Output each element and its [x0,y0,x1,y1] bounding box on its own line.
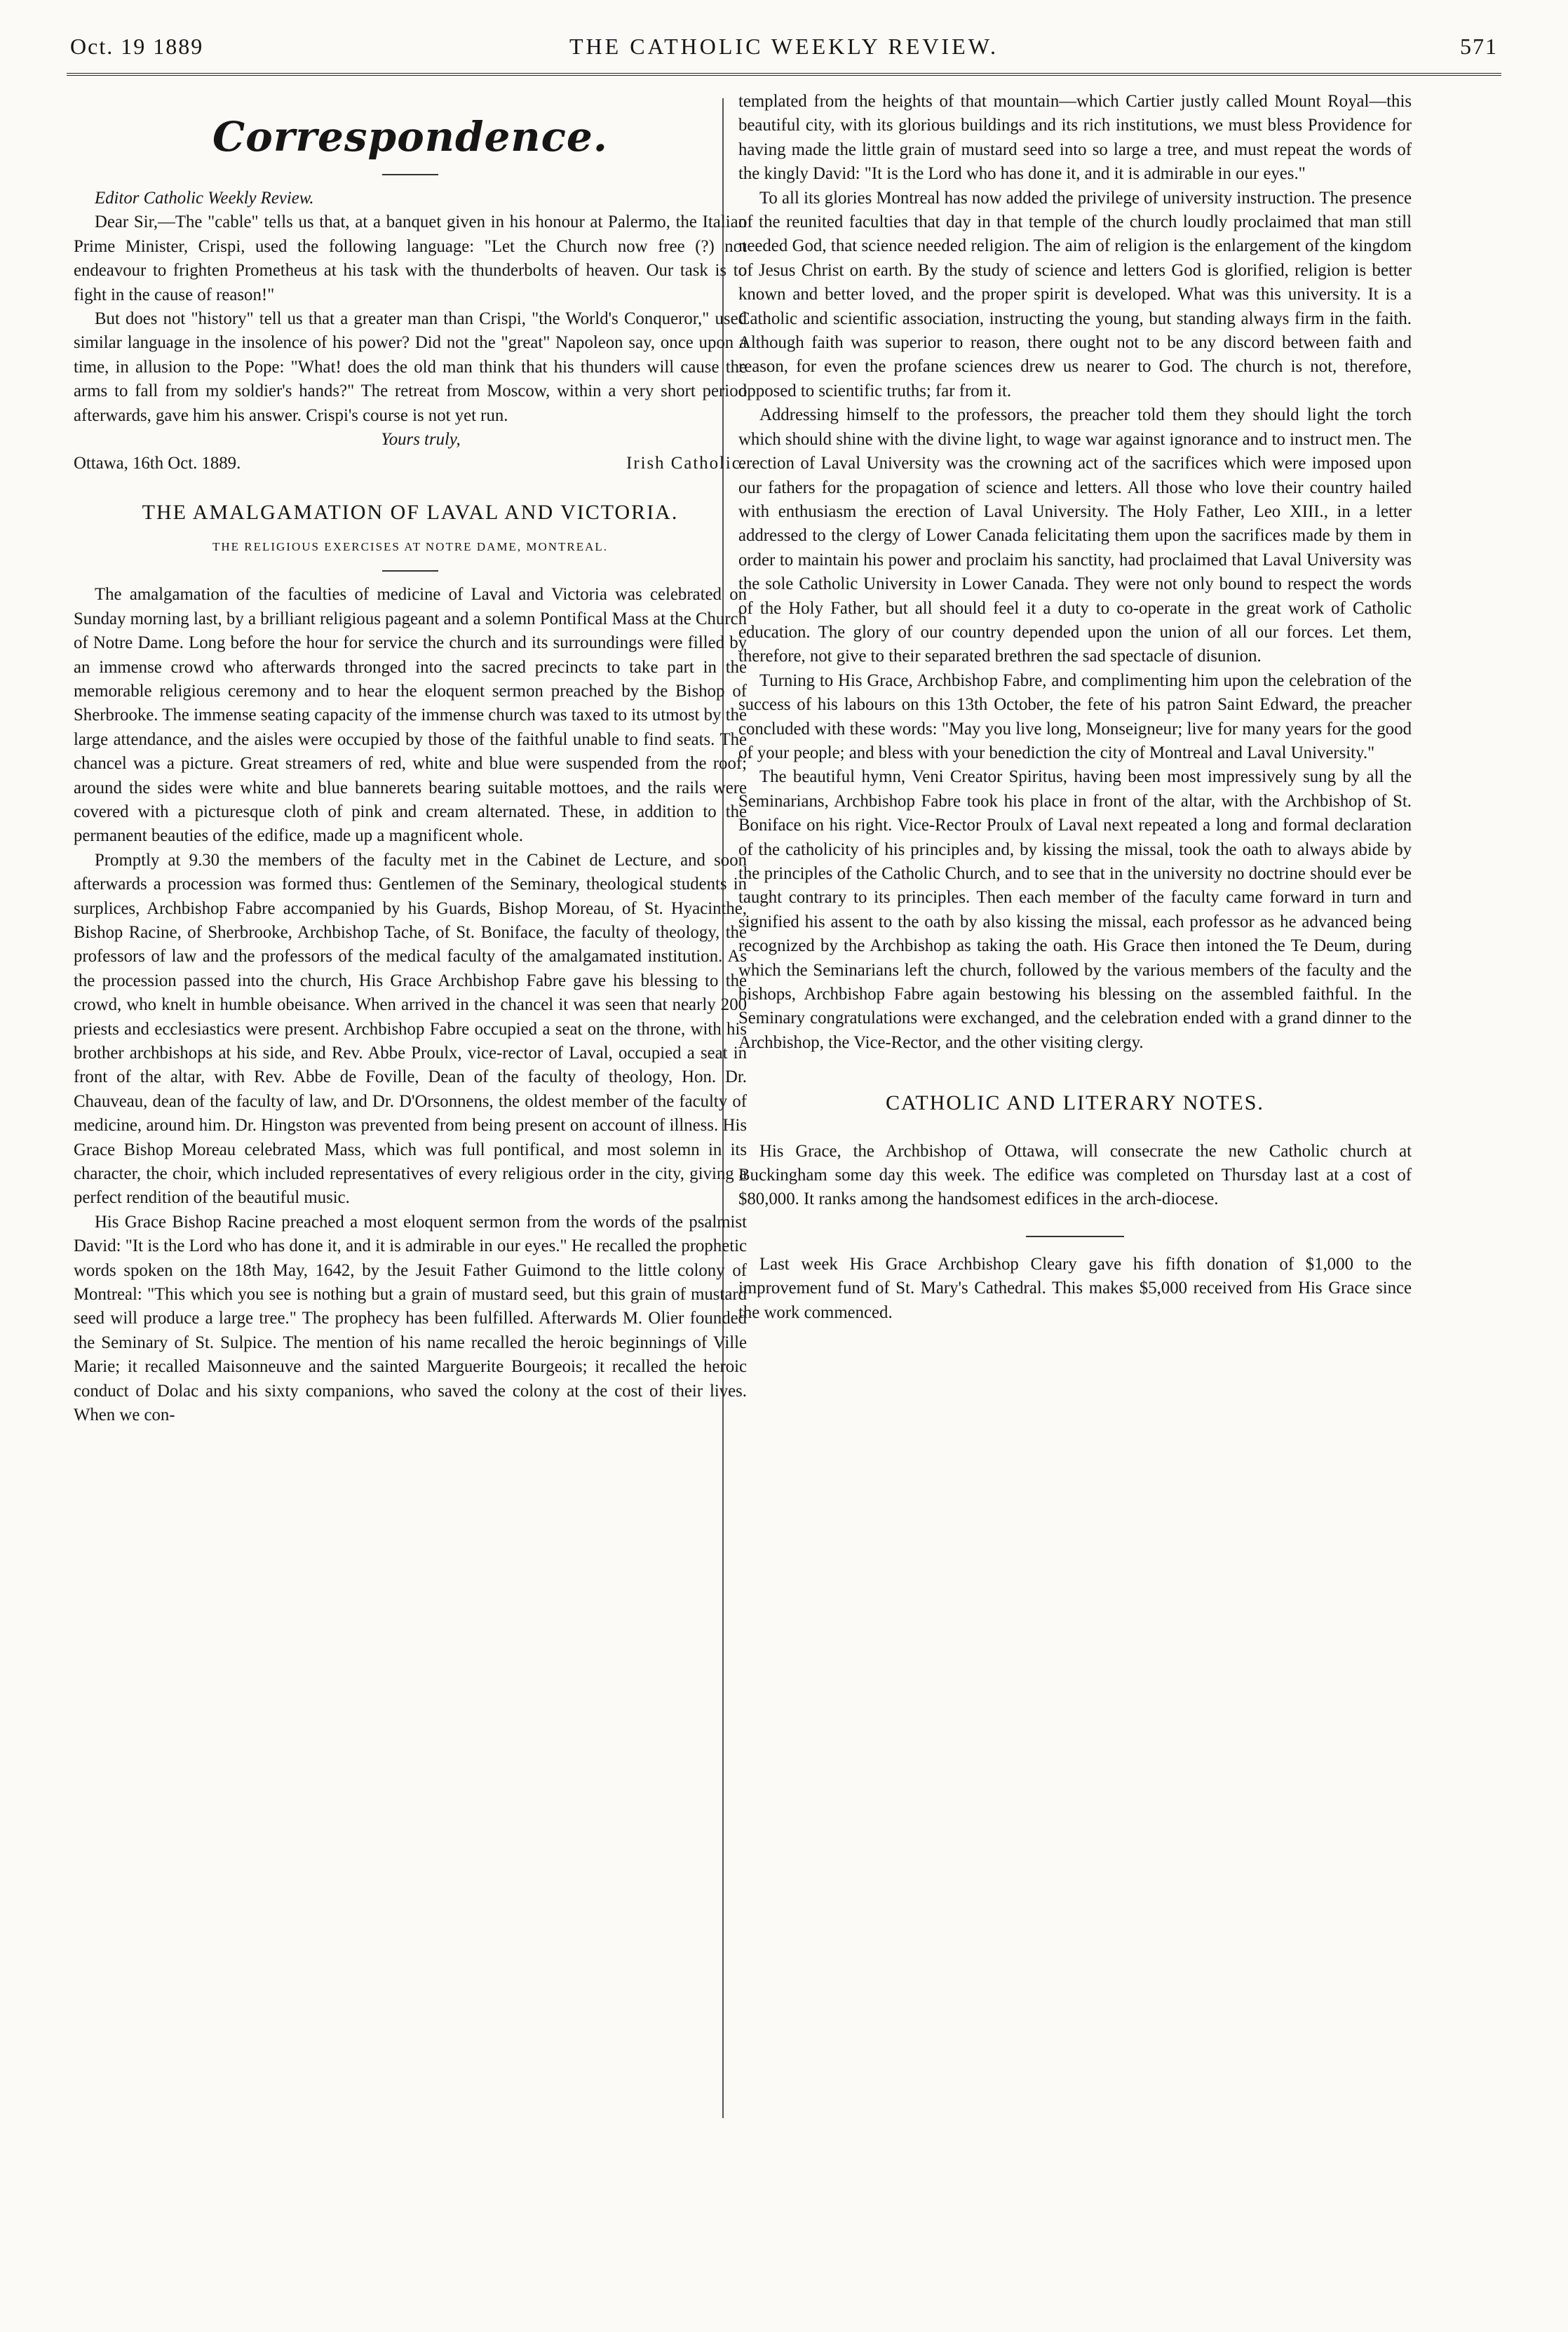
letter-closing: Yours truly, [381,430,461,450]
article-paragraph: To all its glories Montreal has now added the privilege of university instruction. The presence of the reunited faculties that day in that temple of the church loudly proclaimed that man still needed God, that science needed religion. The aim of religion is the enlargement of the kingdom of Jesus Christ on earth. By the study of science and letters God is glorified, religion is better known and better loved, and the proper spirit is developed. What was this university. It is a Catholic and scientific association, instructing the young, but standing always firm in the faith. Although faith was superior to reason, there ought not to be any discord between faith and reason, for even the profane sciences drew us nearer to God. The church is not, therefore, opposed to scientific truths; far from it. [738,188,1412,400]
right-column [738,90,1412,2299]
note-item: Last week His Grace Archbishop Cleary gave his fifth donation of $1,000 to the improvement fund of St. Mary's Cathedral. This makes $5,000 received from His Grace since the work commenced. [738,1254,1412,1322]
left-column [74,98,747,2307]
article-paragraph: Turning to His Grace, Archbishop Fabre, and complimenting him upon the celebration of the success of his labours on this 13th October, the fete of his patron Saint Edward, the preacher concluded with these words: "May you live long, Monseigneur; live for many years for the good of your people; and bless with your benediction the city of Montreal and Laval University." [738,670,1412,762]
article-paragraph: templated from the heights of that mountain—which Cartier justly called Mount Royal—this beautiful city, with its glorious buildings and its rich institutions, we must bless Providence for having made the little grain of mustard seed into so large a tree, and must repeat the words of the kingly David: "It is the Lord who has done it, and it is admirable in our eyes." [738,92,1412,184]
publication-title: THE CATHOLIC WEEKLY REVIEW. [569,34,999,59]
letter-paragraph: Dear Sir,—The "cable" tells us that, at a banquet given in his honour at Palermo, the Italian Prime Minister, Crispi, used the following language: "Let the Church now free (?) not endeavour to frighten Prometheus at his task with the thunderbolts of heaven. Our task is to fight in the cause of reason!" [74,213,747,304]
article-paragraph: Promptly at 9.30 the members of the faculty met in the Cabinet de Lecture, and soon afterwards a procession was formed thus: Gentlemen of the Seminary, theological students in surplices, Archbishop Fabre accompanied by his Guards, Bishop Moreau, of St. Hyacinthe, Bishop Racine, of Sherbrooke, Archbishop Tache, of St. Boniface, the faculty of theology, the professors of law and the professors of the medical faculty of the amalgamated institution. As the procession passed into the church, His Grace Archbishop Fabre gave his blessing to the crowd, who knelt in humble obeisance. When arrived in the chancel it was seen that nearly 200 priests and ecclesiastics were present. Archbishop Fabre occupied a seat on the throne, with his brother archbishops at his side, and Rev. Abbe Proulx, vice-rector of Laval, occupied a seat in front of the altar, with Rev. Abbe de Foville, Dean of the faculty of theology, Hon. Dr. Chauveau, dean of the faculty of law, and Dr. D'Orsonnens, the oldest member of the faculty of medicine, around him. Dr. Hingston was prevented from being present on account of illness. His Grace Bishop Moreau celebrated Mass, which was full pontifical, and most solemn in its character, the choir, which included representatives of every religious order in the city, giving a perfect rendition of the beautiful music. [74,850,747,1208]
page-number: 571 [1460,34,1498,59]
article-title: THE AMALGAMATION OF LAVAL AND VICTORIA. [142,501,679,525]
letter-addressee: Editor Catholic Weekly Review. [95,189,314,208]
article-paragraph: Addressing himself to the professors, the preacher told them they should light the torch which should shine with the divine light, to wage war against ignorance and to instruct men. The erection of Laval University was the crowning act of the sacrifices which were imposed upon our fathers for the propagation of science and letters. All those who love their country hailed with enthusiasm the erection of Laval University. The Holy Father, Leo XIII., in a letter addressed to the clergy of Lower Canada felicitating them upon the sacrifices made by them in order to maintain his power and proclaim his sanctity, had proclaimed that Laval University was the sole Catholic University in Lower Canada. They were not only bound to respect the words of the Holy Father, but all should feel it a duty to co-operate in the great work of Catholic education. The glory of our country depended upon the union of all our forces. Let them, therefore, not give to their separated brethren the sad spectacle of disunion. [738,405,1412,666]
correspondence-heading: Correspondence. [212,113,608,161]
issue-date: Oct. 19 1889 [70,34,204,59]
letter-signature: Irish Catholic. [626,454,747,473]
letter-dateline [74,452,747,477]
article-paragraph: The amalgamation of the faculties of medicine of Laval and Victoria was celebrated on Sunday morning last, by a brilliant religious pageant and a solemn Pontifical Mass at the Church of Notre Dame. Long before the hour for service the church and its surroundings were filled by an immense crowd who afterwards thronged into the sacred precincts to take part in the memorable religious ceremony and to hear the eloquent sermon preached by the Bishop of Sherbrooke. The immense seating capacity of the immense church was taxed to its utmost by the large attendance, and the aisles were occupied by those of the faithful unable to find seats. The chancel was a picture. Great streamers of red, white and blue were suspended from the roof; around the sides were white and blue bannerets bearing suitable mottoes, and the rails were covered with a picturesque cloth of pink and cream alternated. These, in addition to the permanent beauties of the edifice, made up a magnificent whole. [74,585,747,846]
subtitle-rule [382,570,438,572]
article-paragraph: The beautiful hymn, Veni Creator Spiritus, having been most impressively sung by all the Seminarians, Archbishop Fabre took his place in front of the altar, with the Archbishop of St. Boniface on his right. Vice-Rector Proulx of Laval next repeated a long and formal declaration of the catholicity of his principles and, by kissing the missal, took the oath to always abide by the principles of the Catholic Church, and to see that in the university no doctrine should ever be taught contrary to its principles. Then each member of the faculty came forward in turn and signified his assent to the oath by also kissing the missal, each professor as he advanced being recognized by the Archbishop as taking the oath. His Grace then intoned the Te Deum, during which the Seminarians left the church, followed by the various members of the faculty and the bishops, Archbishop Fabre again bestowing his blessing on the assembled faithful. In the Seminary congratulations were exchanged, and the celebration ended with a grand dinner to the Archbishop, the Vice-Rector, and the other visiting clergy. [738,767,1412,1052]
heading-rule [382,174,438,175]
article-paragraph: His Grace Bishop Racine preached a most eloquent sermon from the words of the psalmist David: "It is the Lord who has done it, and it is admirable in our eyes." He recalled the prophetic words spoken on the 18th May, 1642, by the Jesuit Father Guimond to the little colony of Montreal: "This which you see is nothing but a grain of mustard seed, but this grain of mustard seed will produce a large tree." The prophecy has been fulfilled. Afterwards M. Olier founded the Seminary of St. Sulpice. The mention of his name recalled the heroic beginnings of Ville Marie; it recalled Maisonneuve and the sainted Marguerite Bourgeois; it recalled the heroic conduct of Dolac and his sixty companions, who saved the colony at the cost of their lives. When we con- [74,1212,747,1425]
letter-date: Ottawa, 16th Oct. 1889. [74,454,241,473]
header-rule [67,73,1501,76]
article-subtitle: THE RELIGIOUS EXERCISES AT NOTRE DAME, MONTREAL. [212,539,609,553]
running-head [70,34,1498,76]
notes-separator [1026,1236,1124,1237]
letter-paragraph: But does not "history" tell us that a greater man than Crispi, "the World's Conqueror," used similar language in the insolence of his power? Did not the "great" Napoleon say, once upon a time, in allusion to the Pope: "What! does the old man think that his thunders will cause the arms to fall from my soldier's hands?" The retreat from Moscow, within a very short period afterwards, gave him his answer. Crispi's course is not yet run. [74,309,747,425]
note-item: His Grace, the Archbishop of Ottawa, will consecrate the new Catholic church at Buckingham some day this week. The edifice was completed on Thursday last at a cost of $80,000. It ranks among the handsomest edifices in the arch-diocese. [738,1141,1412,1209]
notes-title: CATHOLIC AND LITERARY NOTES. [886,1091,1264,1115]
